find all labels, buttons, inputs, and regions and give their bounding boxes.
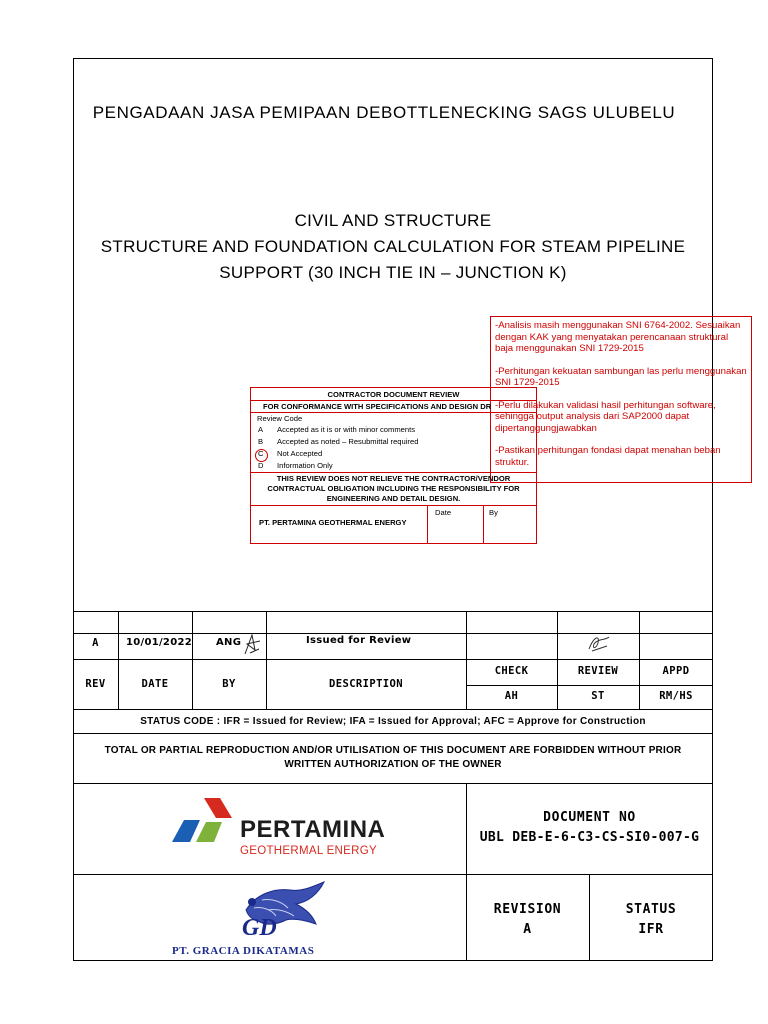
review-comment: -Pastikan perhitungan fondasi dapat menahan beban struktur. xyxy=(495,445,721,468)
stamp-subtitle: FOR CONFORMANCE WITH SPECIFICATIONS AND DESIGN DR xyxy=(263,402,492,411)
review-stamp xyxy=(250,387,537,544)
description-value: Issued for Review xyxy=(306,635,412,646)
stamp-by-label: By xyxy=(489,508,498,517)
header-by: BY xyxy=(222,678,236,690)
header-check: CHECK xyxy=(494,665,529,677)
stamp-code-letter: A xyxy=(258,425,264,434)
document-no-label: DOCUMENT NO xyxy=(543,810,636,825)
review-comment: -Perlu dilakukan validasi hasil perhitungan software, sehingga output analysis dari SAP2000 dapat dipertanggungjawabkan xyxy=(495,399,716,434)
owner-logo-name: PERTAMINA xyxy=(240,816,386,843)
initials-appd: RM/HS xyxy=(659,690,693,702)
initials-review: ST xyxy=(591,690,605,702)
review-comment: -Analisis masih menggunakan SNI 6764-2002. Sesuaikan dengan KAK yang menyatakan perencanaan struktural baja menggunakan SNI 1729-2015 xyxy=(495,320,741,354)
header-date: DATE xyxy=(141,678,169,690)
stamp-code-text: Accepted as noted – Resubmittal required xyxy=(277,437,419,446)
stamp-disclaimer: CONTRACTUAL OBLIGATION INCLUDING THE RESPONSIBILITY FOR xyxy=(267,484,520,493)
stamp-date-label: Date xyxy=(435,508,452,517)
stamp-code-letter: C xyxy=(258,449,264,458)
reproduction-notice-line: TOTAL OR PARTIAL REPRODUCTION AND/OR UTILISATION OF THIS DOCUMENT ARE FORBIDDEN WITHOUT PRIOR xyxy=(104,745,682,756)
header-description: DESCRIPTION xyxy=(329,678,403,690)
header-review: REVIEW xyxy=(577,665,619,677)
stamp-company: PT. PERTAMINA GEOTHERMAL ENERGY xyxy=(259,518,407,527)
reproduction-notice xyxy=(80,744,706,772)
date-value: 10/01/2022 xyxy=(126,637,192,648)
stamp-disclaimer: ENGINEERING AND DETAIL DESIGN. xyxy=(326,494,461,503)
stamp-code-text: Accepted as it is or with minor comments xyxy=(277,425,416,434)
status-value: IFR xyxy=(638,922,664,937)
revision-value: A xyxy=(523,922,532,937)
stamp-title: CONTRACTOR DOCUMENT REVIEW xyxy=(327,390,460,399)
stamp-code-letter: D xyxy=(258,461,264,470)
pertamina-logo-icon xyxy=(170,796,236,854)
reproduction-notice-line: WRITTEN AUTHORIZATION OF THE OWNER xyxy=(284,759,502,770)
review-comment: -Perhitungan kekuatan sambungan las perlu menggunakan SNI 1729-2015 xyxy=(495,365,747,388)
review-signature-icon xyxy=(586,632,612,654)
project-title: PENGADAAN JASA PEMIPAAN DEBOTTLENECKING SAGS ULUBELU xyxy=(92,103,676,122)
stamp-code-text: Not Accepted xyxy=(277,449,323,458)
stamp-code-letter: B xyxy=(258,437,264,446)
stamp-disclaimer: THIS REVIEW DOES NOT RELIEVE THE CONTRACTOR/VENDOR xyxy=(276,474,511,483)
stamp-review-code-label: Review Code xyxy=(257,414,303,423)
by-value: ANG xyxy=(216,637,242,648)
rev-value: A xyxy=(92,637,99,649)
document-title-line-3: SUPPORT (30 INCH TIE IN – JUNCTION K) xyxy=(219,263,567,282)
owner-logo-subtitle: GEOTHERMAL ENERGY xyxy=(240,845,377,857)
document-title-line-1: CIVIL AND STRUCTURE xyxy=(294,211,492,230)
document-no-value: UBL DEB-E-6-C3-CS-SI0-007-G xyxy=(479,830,700,845)
initials-check: AH xyxy=(504,690,519,702)
signature-icon xyxy=(241,632,263,658)
header-rev: REV xyxy=(85,678,106,690)
header-appd: APPD xyxy=(662,665,690,677)
document-title xyxy=(73,208,713,286)
contractor-logo-initials: GD xyxy=(242,915,277,941)
stamp-code-text: Information Only xyxy=(277,461,333,470)
contractor-logo-name: PT. GRACIA DIKATAMAS xyxy=(172,945,315,957)
status-label: STATUS xyxy=(625,902,677,917)
status-code-note: STATUS CODE : IFR = Issued for Review; IFA = Issued for Approval; AFC = Approve for Construction xyxy=(140,716,646,727)
revision-label: REVISION xyxy=(493,902,562,917)
document-title-line-2: STRUCTURE AND FOUNDATION CALCULATION FOR STEAM PIPELINE xyxy=(100,237,686,256)
